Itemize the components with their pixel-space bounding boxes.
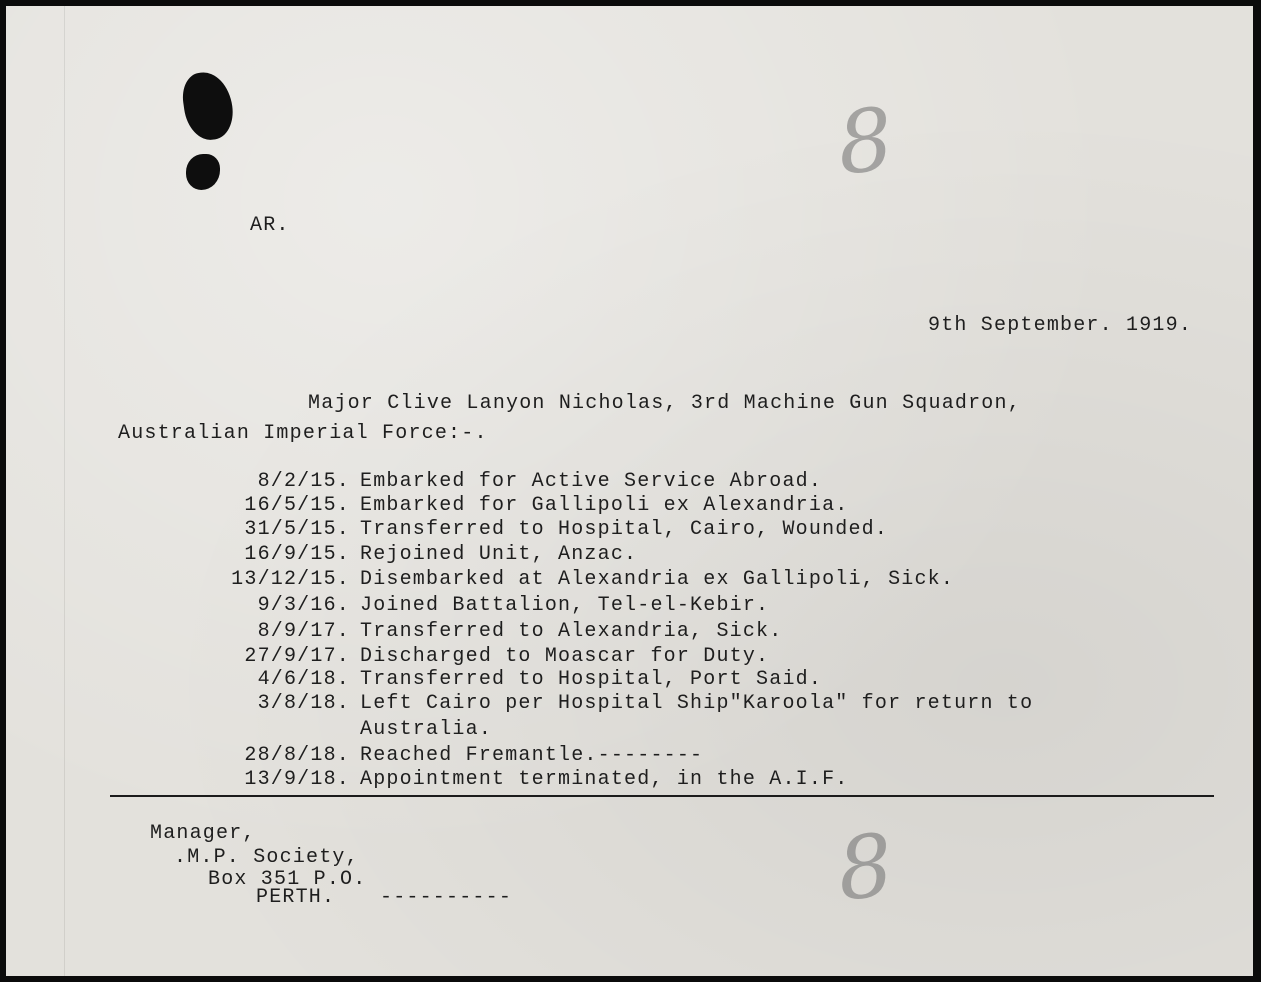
entry-text: Embarked for Gallipoli ex Alexandria. (360, 494, 849, 517)
entry-date: 13/12/15. (231, 568, 350, 591)
address-line-4: PERTH. (256, 886, 336, 909)
entry-text: Australia. (360, 718, 493, 741)
address-dashes: ---------- (380, 886, 513, 909)
entry-text: Transferred to Hospital, Cairo, Wounded. (360, 518, 889, 541)
entry-text: Discharged to Moascar for Duty. (360, 645, 770, 668)
document-page (6, 6, 1253, 976)
entry-text: Transferred to Alexandria, Sick. (360, 620, 783, 643)
entry-date: 27/9/17. (244, 645, 350, 668)
entry-text: Disembarked at Alexandria ex Gallipoli, Sick. (360, 568, 955, 591)
entry-date: 13/9/18. (244, 768, 350, 791)
entry-text: Transferred to Hospital, Port Said. (360, 668, 823, 691)
pencil-mark-bottom: 8 (832, 815, 898, 921)
entry-text: Left Cairo per Hospital Ship"Karoola" for return to (360, 692, 1034, 715)
entry-text: Embarked for Active Service Abroad. (360, 470, 823, 493)
divider-line (110, 795, 1214, 797)
letter-date: 9th September. 1919. (928, 314, 1193, 337)
entry-date: 31/5/15. (244, 518, 350, 541)
entry-text: Appointment terminated, in the A.I.F. (360, 768, 849, 791)
address-line-1: Manager, (150, 822, 256, 845)
punch-hole-bottom (186, 154, 220, 190)
entry-date: 16/9/15. (244, 543, 350, 566)
reference-code: AR. (250, 214, 290, 237)
page-fold-line (64, 6, 65, 976)
entry-date: 28/8/18. (244, 744, 350, 767)
entry-text: Reached Fremantle.-------- (360, 744, 704, 767)
entry-date: 9/3/16. (257, 594, 350, 617)
entry-text: Joined Battalion, Tel-el-Kebir. (360, 594, 770, 617)
address-line-3: Box 351 P.O. (208, 868, 367, 891)
punch-hole-top (180, 69, 237, 143)
entry-date: 8/2/15. (257, 470, 350, 493)
pencil-mark-top: 8 (832, 89, 898, 195)
subject-line-2: Australian Imperial Force:-. (118, 422, 488, 445)
subject-line-1: Major Clive Lanyon Nicholas, 3rd Machine Gun Squadron, (308, 392, 1021, 415)
entry-date: 16/5/15. (244, 494, 350, 517)
entry-text: Rejoined Unit, Anzac. (360, 543, 638, 566)
entry-date: 8/9/17. (257, 620, 350, 643)
address-line-2: .M.P. Society, (174, 846, 359, 869)
entry-date: 4/6/18. (257, 668, 350, 691)
entry-date: 3/8/18. (257, 692, 350, 715)
